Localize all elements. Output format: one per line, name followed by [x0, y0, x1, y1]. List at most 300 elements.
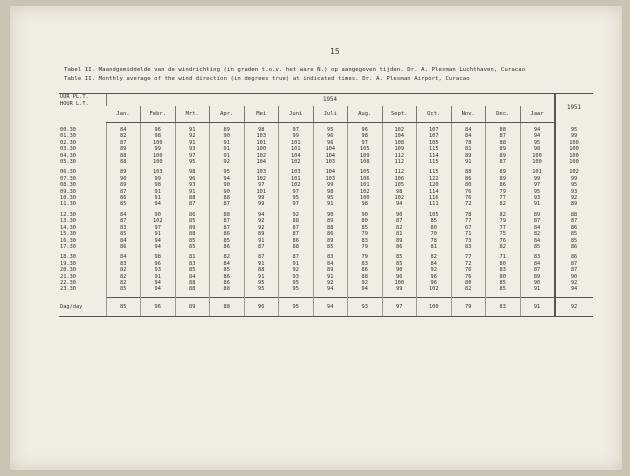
value-cell: 86: [210, 244, 245, 250]
value-cell: 95: [244, 286, 279, 292]
value-cell: 86: [210, 280, 245, 286]
value-cell: 93: [348, 297, 383, 316]
value-cell: 103: [279, 169, 314, 175]
value-cell: 82: [486, 212, 521, 218]
value-1951-cell: 95: [555, 127, 593, 133]
header-row-months: [59, 106, 593, 123]
value-cell: 102: [141, 218, 176, 224]
value-cell: 84: [520, 238, 555, 244]
value-cell: 91: [175, 127, 210, 133]
value-1951-cell: 88: [555, 212, 593, 218]
value-cell: 107: [417, 127, 452, 133]
hour-label-dutch: UUR PL.T.: [60, 94, 89, 100]
value-cell: 92: [244, 218, 279, 224]
hour-cell: Dag/day: [59, 297, 106, 316]
value-cell: 85: [106, 286, 141, 292]
year-1954-header: 1954: [106, 94, 555, 107]
value-1951-cell: 94: [555, 286, 593, 292]
hour-cell: 07.30: [60, 175, 76, 182]
value-cell: 85: [313, 244, 348, 250]
value-cell: 101: [279, 146, 314, 152]
value-cell: 88: [244, 267, 279, 273]
value-cell: 88: [175, 280, 210, 286]
value-cell: 94: [244, 212, 279, 218]
value-cell: 94: [313, 297, 348, 316]
value-cell: 100: [244, 146, 279, 152]
value-cell: 97: [141, 225, 176, 231]
value-cell: 99: [313, 182, 348, 188]
value-cell: 91: [244, 274, 279, 280]
value-cell: 99: [141, 176, 176, 182]
value-cell: 91: [141, 231, 176, 237]
value-cell: 81: [175, 254, 210, 260]
value-cell: 91: [210, 153, 245, 159]
value-cell: 85: [348, 225, 383, 231]
value-cell: 87: [279, 225, 314, 231]
value-cell: 88: [175, 195, 210, 201]
value-cell: 92: [279, 267, 314, 273]
value-cell: 96: [348, 127, 383, 133]
value-cell: 97: [175, 153, 210, 159]
value-cell: 100: [141, 153, 176, 159]
value-cell: 86: [348, 267, 383, 273]
value-cell: 85: [106, 231, 141, 237]
value-cell: 78: [451, 140, 486, 146]
value-cell: 89: [106, 146, 141, 152]
value-cell: 76: [451, 274, 486, 280]
value-cell: 90: [313, 212, 348, 218]
value-cell: 98: [520, 146, 555, 152]
table-title-dutch: Tabel II. Maandgemiddelde van de windrichting (in graden t.o.v. het ware N.) op aangegeven tijden. Dr. A. Plesman Luchthaven, Curacao: [64, 67, 526, 73]
value-cell: 111: [417, 201, 452, 207]
value-cell: 97: [244, 182, 279, 188]
page-number: 15: [330, 47, 340, 56]
value-cell: 88: [175, 286, 210, 292]
hour-cell: 22.30: [60, 279, 76, 286]
value-cell: 100: [382, 280, 417, 286]
value-cell: 91: [175, 189, 210, 195]
value-cell: 85: [520, 244, 555, 250]
value-cell: 93: [175, 146, 210, 152]
value-cell: 88: [175, 231, 210, 237]
month-header: Aug.: [348, 106, 383, 123]
value-cell: 83: [451, 244, 486, 250]
value-1951-cell: 92: [555, 297, 593, 316]
value-cell: 88: [279, 244, 314, 250]
value-cell: 85: [175, 267, 210, 273]
value-cell: 82: [486, 201, 521, 207]
value-cell: 73: [451, 238, 486, 244]
value-cell: 94: [141, 280, 176, 286]
value-cell: 96: [382, 274, 417, 280]
hour-cell: 23.30: [60, 286, 76, 293]
value-cell: 114: [417, 153, 452, 159]
hour-cell: 20.30: [60, 267, 76, 274]
value-cell: 87: [106, 218, 141, 224]
value-cell: 105: [417, 212, 452, 218]
value-cell: 104: [244, 159, 279, 165]
value-cell: 96: [313, 140, 348, 146]
hour-cell: 21.30: [60, 273, 76, 280]
value-cell: 102: [348, 189, 383, 195]
value-cell: 86: [106, 244, 141, 250]
value-cell: 85: [175, 218, 210, 224]
hour-cell: 06.30: [60, 169, 76, 176]
value-cell: 89: [313, 218, 348, 224]
value-cell: 92: [175, 133, 210, 139]
value-cell: 85: [382, 254, 417, 260]
value-cell: 87: [279, 254, 314, 260]
hour-cell: 18.30: [60, 254, 76, 261]
value-cell: 94: [141, 201, 176, 207]
value-cell: 82: [451, 286, 486, 292]
value-cell: 90: [382, 267, 417, 273]
value-cell: 87: [486, 159, 521, 165]
value-cell: 97: [520, 182, 555, 188]
value-1951-cell: 86: [555, 225, 593, 231]
value-cell: 112: [382, 159, 417, 165]
value-cell: 91: [520, 201, 555, 207]
value-cell: 104: [313, 146, 348, 152]
value-cell: 80: [417, 225, 452, 231]
hour-cell: 02.30: [60, 139, 76, 146]
value-cell: 102: [244, 176, 279, 182]
value-cell: 85: [106, 201, 141, 207]
value-cell: 88: [486, 140, 521, 146]
month-header: Dec.: [486, 106, 521, 123]
value-cell: 78: [417, 238, 452, 244]
value-cell: 88: [210, 297, 245, 316]
value-cell: 96: [175, 176, 210, 182]
value-cell: 91: [451, 159, 486, 165]
value-cell: 91: [141, 274, 176, 280]
value-cell: 88: [106, 159, 141, 165]
value-cell: 88: [451, 169, 486, 175]
value-cell: 83: [486, 297, 521, 316]
value-cell: 91: [175, 140, 210, 146]
value-cell: 106: [382, 176, 417, 182]
value-cell: 97: [279, 127, 314, 133]
value-cell: 91: [210, 140, 245, 146]
value-cell: 122: [417, 176, 452, 182]
hour-cell: 01.30: [60, 133, 76, 140]
value-cell: 95: [279, 195, 314, 201]
value-1951-cell: 95: [555, 182, 593, 188]
value-cell: 94: [520, 133, 555, 139]
value-cell: 91: [141, 189, 176, 195]
value-cell: 82: [520, 231, 555, 237]
value-cell: 94: [141, 244, 176, 250]
value-cell: 104: [313, 169, 348, 175]
value-cell: 88: [279, 218, 314, 224]
value-cell: 99: [244, 195, 279, 201]
value-cell: 91: [244, 238, 279, 244]
value-cell: 92: [244, 225, 279, 231]
value-cell: 90: [210, 189, 245, 195]
value-cell: 89: [486, 146, 521, 152]
value-cell: 95: [175, 159, 210, 165]
value-cell: 92: [279, 212, 314, 218]
value-1951-cell: 99: [555, 176, 593, 182]
value-cell: 82: [106, 267, 141, 273]
value-cell: 95: [313, 127, 348, 133]
value-cell: 88: [313, 225, 348, 231]
value-cell: 94: [141, 286, 176, 292]
value-1951-cell: 100: [555, 153, 593, 159]
value-cell: 108: [348, 159, 383, 165]
value-cell: 96: [313, 133, 348, 139]
value-cell: 98: [382, 189, 417, 195]
value-cell: 98: [141, 182, 176, 188]
value-cell: 77: [486, 195, 521, 201]
value-cell: 71: [486, 254, 521, 260]
value-cell: 79: [348, 254, 383, 260]
month-header: Juli: [313, 106, 348, 123]
value-cell: 89: [175, 297, 210, 316]
value-cell: 87: [210, 218, 245, 224]
value-cell: 91: [210, 146, 245, 152]
value-1951-cell: 92: [555, 280, 593, 286]
value-cell: 87: [175, 201, 210, 207]
value-cell: 115: [417, 146, 452, 152]
value-cell: 76: [451, 195, 486, 201]
value-cell: 120: [417, 182, 452, 188]
value-cell: 100: [520, 153, 555, 159]
value-cell: 82: [106, 274, 141, 280]
value-cell: 95: [210, 169, 245, 175]
value-cell: 82: [417, 254, 452, 260]
value-cell: 89: [520, 274, 555, 280]
value-cell: 90: [210, 182, 245, 188]
value-cell: 95: [279, 280, 314, 286]
value-cell: 99: [244, 201, 279, 207]
value-cell: 91: [520, 297, 555, 316]
value-cell: 75: [486, 231, 521, 237]
value-cell: 99: [141, 146, 176, 152]
value-cell: 100: [141, 159, 176, 165]
value-cell: 116: [417, 195, 452, 201]
value-cell: 96: [141, 297, 176, 316]
month-header: Jan.: [106, 106, 141, 123]
value-cell: 104: [382, 133, 417, 139]
value-cell: 98: [417, 274, 452, 280]
value-cell: 101: [244, 140, 279, 146]
value-cell: 80: [348, 218, 383, 224]
value-cell: 91: [313, 274, 348, 280]
value-cell: 109: [382, 146, 417, 152]
value-cell: 72: [451, 261, 486, 267]
value-cell: 85: [175, 238, 210, 244]
value-cell: 86: [382, 244, 417, 250]
value-cell: 87: [106, 189, 141, 195]
value-cell: 98: [141, 254, 176, 260]
value-cell: 85: [106, 297, 141, 316]
value-cell: 94: [520, 127, 555, 133]
value-cell: 87: [279, 231, 314, 237]
value-cell: 100: [417, 297, 452, 316]
hour-cell: 19.30: [60, 260, 76, 267]
value-cell: 86: [175, 212, 210, 218]
value-cell: 92: [313, 280, 348, 286]
value-cell: 95: [313, 195, 348, 201]
value-cell: 77: [451, 218, 486, 224]
value-cell: 95: [520, 189, 555, 195]
value-cell: 84: [106, 212, 141, 218]
value-cell: 94: [313, 286, 348, 292]
table-row: [59, 297, 593, 316]
value-cell: 79: [486, 218, 521, 224]
value-cell: 92: [348, 280, 383, 286]
value-cell: 98: [348, 201, 383, 207]
value-cell: 87: [520, 218, 555, 224]
value-cell: 88: [210, 195, 245, 201]
value-cell: 101: [244, 189, 279, 195]
value-cell: 86: [279, 238, 314, 244]
hour-cell: 11.30: [60, 201, 76, 208]
hour-cell: 05.30: [60, 159, 76, 166]
value-cell: 93: [141, 267, 176, 273]
value-cell: 85: [486, 280, 521, 286]
value-cell: 89: [486, 176, 521, 182]
month-header: Juni: [279, 106, 314, 123]
value-cell: 80: [451, 182, 486, 188]
value-cell: 89: [210, 127, 245, 133]
value-cell: 88: [210, 286, 245, 292]
value-cell: 90: [210, 133, 245, 139]
value-cell: 105: [348, 146, 383, 152]
value-1951-cell: 85: [555, 231, 593, 237]
value-cell: 89: [451, 153, 486, 159]
value-cell: 88: [210, 212, 245, 218]
value-cell: 98: [141, 133, 176, 139]
value-cell: 112: [382, 153, 417, 159]
value-cell: 83: [348, 261, 383, 267]
value-cell: 101: [520, 169, 555, 175]
value-cell: 108: [382, 140, 417, 146]
hour-cell: 04.30: [60, 152, 76, 159]
value-cell: 84: [520, 225, 555, 231]
hour-cell: 00.30: [60, 127, 76, 133]
value-cell: 82: [486, 244, 521, 250]
value-cell: 98: [313, 189, 348, 195]
value-cell: 97: [279, 189, 314, 195]
value-cell: 84: [520, 261, 555, 267]
value-cell: 79: [348, 231, 383, 237]
value-cell: 100: [141, 140, 176, 146]
value-cell: 84: [106, 238, 141, 244]
value-cell: 88: [106, 153, 141, 159]
month-header: Jaar: [520, 106, 555, 123]
value-cell: 105: [382, 182, 417, 188]
value-cell: 98: [348, 133, 383, 139]
value-cell: 93: [279, 274, 314, 280]
value-cell: 94: [348, 286, 383, 292]
value-cell: 92: [417, 267, 452, 273]
value-cell: 103: [141, 169, 176, 175]
value-cell: 94: [210, 176, 245, 182]
value-cell: 86: [210, 231, 245, 237]
value-cell: 76: [486, 238, 521, 244]
value-cell: 97: [279, 201, 314, 207]
value-cell: 96: [141, 261, 176, 267]
value-cell: 83: [106, 261, 141, 267]
value-cell: 89: [486, 153, 521, 159]
value-cell: 89: [244, 231, 279, 237]
value-cell: 102: [244, 153, 279, 159]
value-cell: 95: [244, 280, 279, 286]
value-cell: 97: [348, 140, 383, 146]
value-cell: 102: [279, 159, 314, 165]
value-cell: 100: [348, 195, 383, 201]
month-header: Mei: [244, 106, 279, 123]
value-cell: 85: [210, 267, 245, 273]
month-header: Mrt.: [175, 106, 210, 123]
value-cell: 83: [348, 238, 383, 244]
value-cell: 94: [141, 238, 176, 244]
hour-cell: 08.30: [60, 182, 76, 189]
value-1951-cell: 87: [555, 218, 593, 224]
value-cell: 92: [210, 159, 245, 165]
value-cell: 102: [382, 127, 417, 133]
value-1951-cell: 85: [555, 238, 593, 244]
hour-header-cell: [59, 94, 106, 123]
year-1951-header: 1951: [555, 94, 593, 123]
value-cell: 105: [417, 140, 452, 146]
value-cell: 90: [520, 280, 555, 286]
wind-direction-table: [59, 93, 593, 317]
value-cell: 85: [486, 286, 521, 292]
hour-cell: 03.30: [60, 146, 76, 153]
value-cell: 101: [348, 182, 383, 188]
hour-cell: 14.30: [60, 224, 76, 231]
hour-label-english: HOUR L.T.: [60, 101, 89, 107]
value-cell: 87: [382, 218, 417, 224]
value-cell: 95: [279, 286, 314, 292]
value-cell: 87: [486, 133, 521, 139]
value-cell: 71: [451, 231, 486, 237]
value-cell: 89: [106, 182, 141, 188]
value-cell: 97: [382, 297, 417, 316]
value-cell: 98: [244, 127, 279, 133]
value-cell: 87: [210, 225, 245, 231]
value-cell: 86: [210, 274, 245, 280]
value-cell: 81: [382, 231, 417, 237]
value-cell: 84: [451, 133, 486, 139]
value-cell: 89: [486, 169, 521, 175]
month-header: Apr.: [210, 106, 245, 123]
value-cell: 80: [486, 261, 521, 267]
value-cell: 115: [417, 169, 452, 175]
value-cell: 87: [244, 244, 279, 250]
value-cell: 76: [451, 189, 486, 195]
value-cell: 79: [348, 244, 383, 250]
month-header: Febr.: [141, 106, 176, 123]
value-cell: 103: [244, 133, 279, 139]
value-cell: 78: [451, 212, 486, 218]
value-cell: 83: [486, 267, 521, 273]
value-cell: 114: [417, 189, 452, 195]
value-cell: 85: [417, 218, 452, 224]
value-cell: 90: [106, 176, 141, 182]
month-header: Nov.: [451, 106, 486, 123]
value-cell: 106: [348, 176, 383, 182]
value-cell: 87: [520, 267, 555, 273]
value-1951-cell: 87: [555, 267, 593, 273]
value-cell: 89: [106, 169, 141, 175]
value-cell: 83: [175, 261, 210, 267]
value-cell: 84: [175, 274, 210, 280]
month-header: Oct.: [417, 106, 452, 123]
